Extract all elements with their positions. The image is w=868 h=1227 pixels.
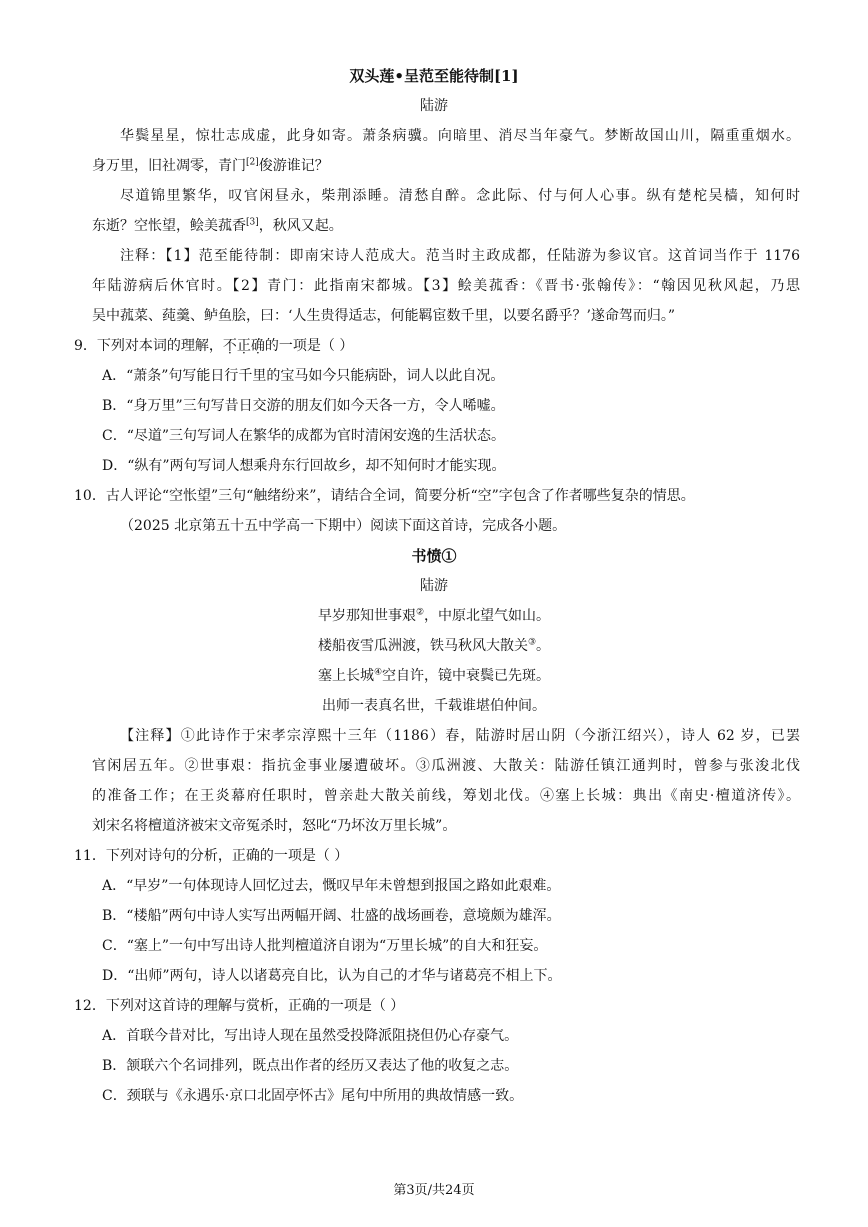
q11-option-d: D．“出师”两句，诗人以诸葛亮自比，认为自己的才华与诸葛亮不相上下。: [102, 968, 562, 984]
poem1-note-line2: 年陆游病后休官时。【2】青门：此指南宋都城。【3】鲙美菰香：《晋书·张翰传》：“翰因见秋风起，乃思: [92, 278, 800, 294]
poem2-line-4: 出师一表真名世，千载谁堪伯仲间。: [322, 698, 546, 714]
q10-stem: 10．古人评论“空怅望”三句“触绪纷来”，请结合全词，简要分析“空”字包含了作者哪些复杂的情思。: [74, 488, 695, 504]
poem2-author: 陆游: [420, 578, 448, 594]
poem1-p1-line2: 身万里，旧社凋零，青门[2]俊游谁记？: [92, 157, 329, 174]
q9-option-d: D．“纵有”两句写词人想乘舟东行回故乡，却不知何时才能实现。: [102, 458, 506, 474]
poem1-title: 双头莲•呈范至能待制[1]: [349, 67, 519, 85]
q12-option-a: A．首联今昔对比，写出诗人现在虽然受投降派阻挠但仍心存豪气。: [102, 1028, 519, 1044]
q12-option-c: C．颈联与《永遇乐·京口北固亭怀古》尾句中所用的典故情感一致。: [102, 1088, 524, 1104]
poem2-line-2: 楼船夜雪瓜洲渡，铁马秋风大散关③。: [317, 637, 551, 654]
q9-option-a: A．“萧条”句写能日行千里的宝马如今只能病卧，词人以此自况。: [102, 368, 505, 384]
q11-option-a: A．“早岁”一句体现诗人回忆过去，慨叹早年未曾想到报国之路如此艰难。: [102, 878, 561, 894]
q11-stem: 11．下列对诗句的分析，正确的一项是（ ）: [74, 848, 349, 864]
poem2-line-3: 塞上长城④空自许，镜中衰鬓已先斑。: [317, 667, 551, 684]
poem2-note-line1: 【注释】①此诗作于宋孝宗淳熙十三年（1186）春，陆游时居山阴（今浙江绍兴），诗人 62 岁，已罢: [120, 728, 800, 744]
poem1-author: 陆游: [420, 98, 448, 114]
q9-option-b: B．“身万里”三句写昔日交游的朋友们如今天各一方，令人唏嘘。: [102, 398, 505, 414]
q9-option-c: C．“尽道”三句写词人在繁华的成都为官时清闲安逸的生活状态。: [102, 428, 506, 444]
page-footer: 第3页/共24页: [393, 1183, 475, 1198]
q12-option-b: B．颔联六个名词排列，既点出作者的经历又表达了他的收复之志。: [102, 1058, 519, 1074]
poem2-title: 书愤①: [411, 547, 457, 565]
poem1-note-line1: 注释：【1】范至能待制：即南宋诗人范成大。范当时主政成都，任陆游为参议官。这首词当作于 1176: [120, 248, 800, 264]
poem2-line-1: 早岁那知世事艰②，中原北望气如山。: [317, 607, 551, 624]
q11-option-b: B．“楼船”两句中诗人实写出两幅开阔、壮盛的战场画卷，意境颇为雄浑。: [102, 908, 561, 924]
q12-stem: 12．下列对这首诗的理解与赏析，正确的一项是（ ）: [74, 998, 405, 1014]
poem2-note-line4: 刘宋名将檀道济被宋文帝冤杀时，怒叱“乃坏汝万里长城”。: [92, 818, 457, 834]
poem2-note-line2: 官闲居五年。②世事艰：指抗金事业屡遭破坏。③瓜洲渡、大散关：陆游任镇江通判时，曾参与张浚北伐: [92, 758, 800, 774]
poem1-p1-line1: 华鬓星星，惊壮志成虚，此身如寄。萧条病骥。向暗里、消尽当年豪气。梦断故国山川，隔重重烟水。: [120, 128, 800, 144]
q11-option-c: C．“塞上”一句中写出诗人批判檀道济自诩为“万里长城”的自大和狂妄。: [102, 938, 548, 954]
poem1-p2-line1: 尽道锦里繁华，叹官闲昼永，柴荆添睡。清愁自醉。念此际、付与何人心事。纵有楚柁吴樯，知何时: [120, 188, 800, 204]
section-intro: （2025 北京第五十五中学高一下期中）阅读下面这首诗，完成各小题。: [120, 518, 567, 534]
poem1-note-line3: 吴中菰菜、莼羹、鲈鱼脍，曰：‘人生贵得适志，何能羁宦数千里，以要名爵乎？’遂命驾而归。”: [92, 308, 676, 324]
poem1-p2-line2: 东逝？空怅望，鲙美菰香[3]，秋风又起。: [92, 217, 343, 234]
q9-stem: 9．下列对本词的理解，不正确的一项是（ ）: [74, 338, 354, 354]
poem2-note-line3: 的准备工作；在王炎幕府任职时，曾亲赴大散关前线，筹划北伐。④塞上长城：典出《南史·檀道济传》。: [92, 788, 800, 804]
